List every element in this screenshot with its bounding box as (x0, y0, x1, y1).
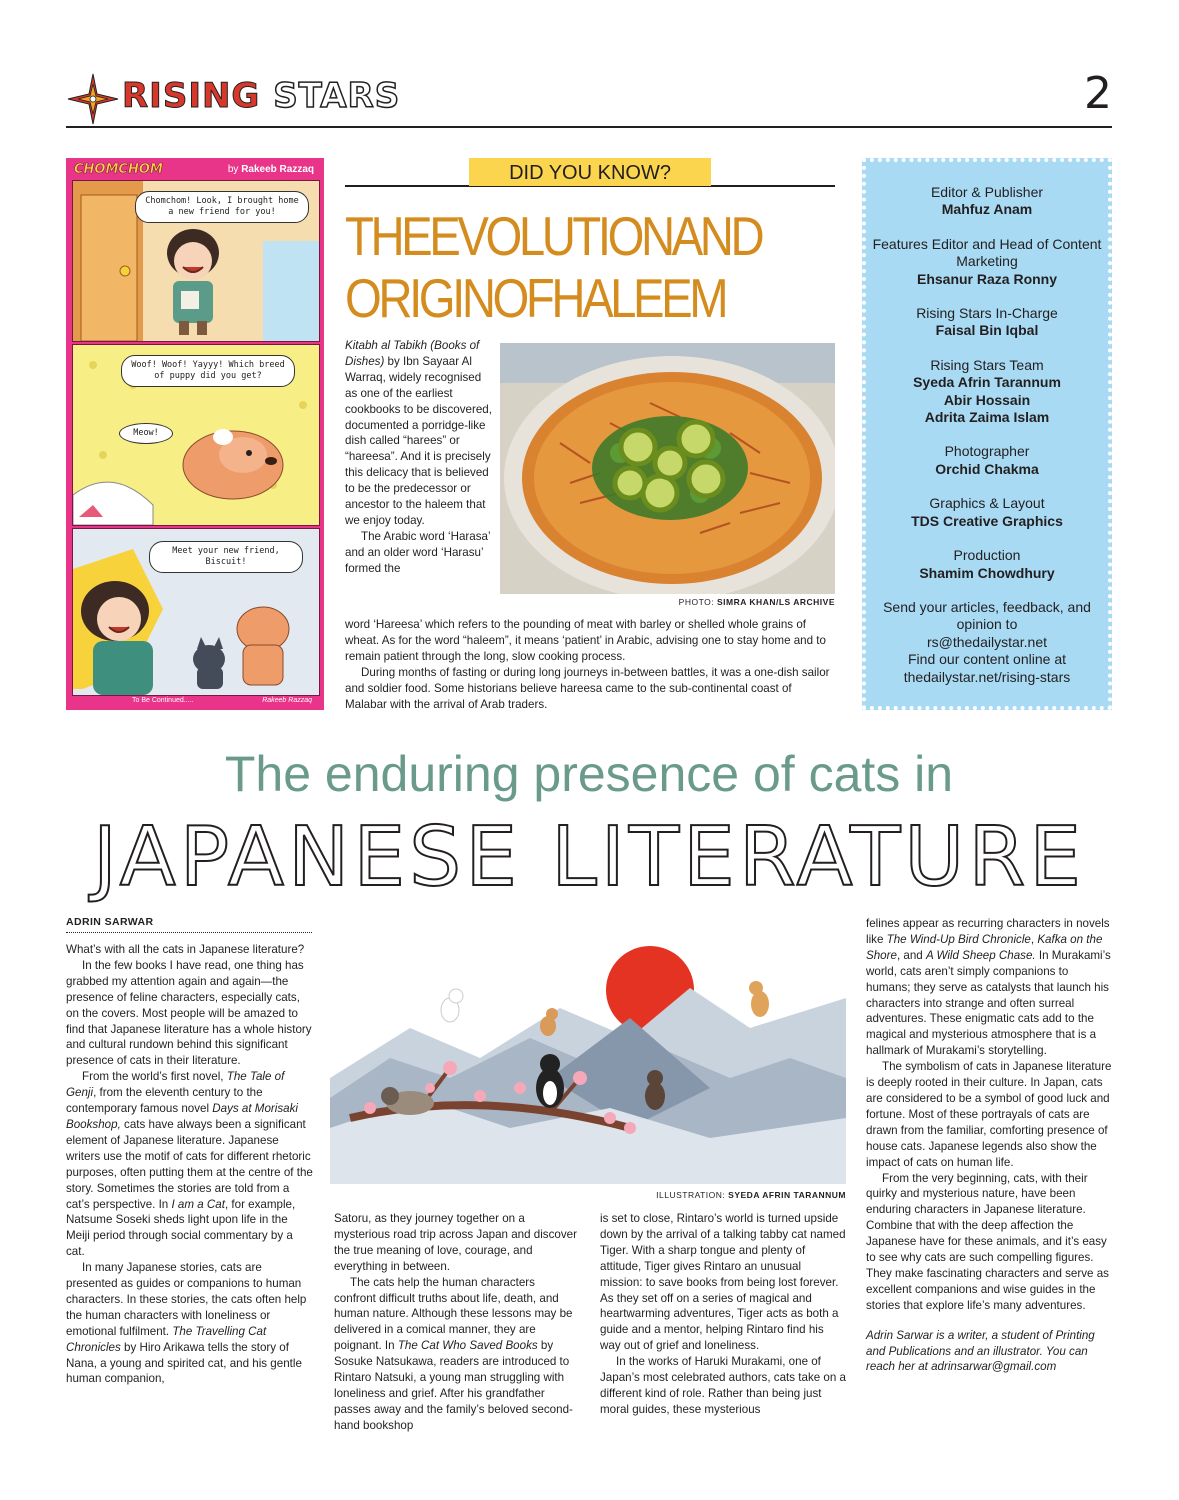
comic-byline (228, 164, 314, 175)
article-paragraph: The symbolism of cats in Japanese literature is deeply rooted in their culture. In Japan, cats are considered to be a symbol of good luck and fortune. Most of these portrayals of cats are drawn from the familiar, comforting presence of house cats. Japanese legends also show the impact of cats on human life. (866, 1060, 1112, 1169)
credit-role: Rising Stars In-Charge (916, 305, 1058, 322)
credits-send-text: Send your articles, feedback, and opinion to (883, 598, 1091, 633)
credit-role: Rising Stars Team (930, 356, 1044, 373)
credit-name: Faisal Bin Iqbal (935, 322, 1039, 339)
comic-author: Rakeeb Razzaq (241, 164, 314, 175)
haleem-headline-line-1: THEEVOLUTIONAND (345, 205, 762, 267)
credit-block (868, 495, 1106, 530)
panel-2-speech-bubble: Woof! Woof! Yayyy! Which breed of puppy did you get? (121, 355, 295, 387)
credit-name: Mahfuz Anam (941, 201, 1033, 218)
credit-name: Abir Hossain (943, 391, 1031, 408)
article-paragraph: What’s with all the cats in Japanese literature? (66, 943, 305, 956)
credits-online-text: Find our content online at (908, 651, 1066, 668)
panel-2-meow-bubble: Meow! (119, 423, 173, 444)
comic-title: CHOMCHOM (74, 162, 163, 177)
credits-email[interactable]: rs@thedailystar.net (926, 633, 1048, 650)
photo-credit-name: SIMRA KHAN/LS ARCHIVE (716, 597, 835, 607)
credit-block (868, 547, 1106, 582)
spacer (866, 1314, 1112, 1328)
credits-contact (868, 599, 1106, 686)
comic-panel-2 (72, 344, 320, 526)
page-number: 2 (1084, 68, 1112, 119)
article-byline: ADRIN SARWAR (66, 916, 312, 933)
haleem-column-wide (345, 617, 835, 712)
article-column-4 (866, 916, 1112, 1375)
haleem-paragraph-3: During months of fasting or during long journeys in-between battles, it was a one-dish sailor and soldier food. Some historians believe hareesa came to the sub-continental coast of Malabar with the arrival of Arab traders. (345, 665, 830, 711)
comic-panel-3 (72, 528, 320, 696)
panel-1-speech-bubble: Chomchom! Look, I brought home a new friend for you! (135, 191, 309, 223)
article-paragraph: The cats help the human characters confront difficult truths about life, death, and human nature. Although these lessons may be delivered in a comical manner, they are poignant. In The Cat Who Saved Books by Sosuke Natsukawa, readers are introduced to Rintaro Natsuki, a young man struggling with loneliness and grief. After his grandfather passes away and the family’s beloved second-hand bookshop (334, 1275, 573, 1432)
book-title: Kitabh al Tabikh (Books of Dishes) (345, 339, 480, 368)
credit-role: Production (953, 547, 1021, 564)
haleem-paragraph-1: Kitabh al Tabikh (Books of Dishes) by Ibn Sayaar Al Warraq, widely recognised as one of the earliest cookbooks to be discovered, documented a porridge-like dish called “harees” or “hareesa”. And it is precisely this delicacy that is believed to be the predecessor or ancestor to the haleem that we enjoy today. (345, 339, 492, 527)
illustration-credit (330, 1190, 846, 1200)
article-paragraph: felines appear as recurring characters in novels like The Wind-Up Bird Chronicle, Kafka on the Shore, and A Wild Sheep Chase. In Murakami’s world, cats aren’t simply companions to humans; they serve as catalysts that launch his characters into strange and often surreal adventures. These enigmatic cats add to the magical and mysterious atmosphere that is a hallmark of Murakami’s storytelling. (866, 917, 1111, 1058)
credit-role: Editor & Publisher (930, 184, 1044, 200)
credit-name: Adrita Zaima Islam (924, 409, 1050, 426)
credit-block (868, 184, 1106, 219)
article-headline-main: JAPANESE LITERATURE (92, 810, 1086, 905)
photo-credit (500, 597, 835, 607)
haleem-paragraph-2-start: The Arabic word ‘Harasa’ and an older word ‘Harasu’ formed the (345, 529, 491, 575)
article-paragraph: In the few books I have read, one thing has grabbed my attention again and again—the presence of feline characters, especially cats, on the covers. Most people will be amazed to find that Japanese literature has a whole history and cultural rundown behind this significant presence of cats in their literature. (66, 958, 312, 1068)
brand-logo (122, 76, 400, 116)
article-paragraph: In many Japanese stories, cats are presented as guides or companions to human characters. In these stories, the cats often help the human characters with loneliness or emotional fulfilment. The Travelling Cat Chronicles by Hiro Arikawa tells the story of Nana, a young and spirited cat, and his gentle human companion, (66, 1261, 307, 1386)
credit-role: Graphics & Layout (929, 495, 1045, 512)
cats-illustration (330, 928, 846, 1184)
comic-footer (72, 696, 318, 708)
brand-word-rising: RISING (122, 76, 261, 116)
article-column-3 (600, 1211, 846, 1418)
author-bio: Adrin Sarwar is a writer, a student of Printing and Publications and an illustrator. You can reach her at adrinsarwar@gmail.com (866, 1328, 1095, 1374)
illustration-credit-name: SYEDA AFRIN TARANNUM (728, 1190, 846, 1200)
did-you-know-label (345, 158, 835, 186)
haleem-photo (500, 343, 835, 594)
brand-word-stars: STARS (273, 76, 401, 116)
credits-website[interactable]: thedailystar.net/rising-stars (903, 668, 1071, 685)
credits-list (868, 184, 1106, 686)
illustration-credit-prefix: ILLUSTRATION: (656, 1190, 726, 1200)
photo-credit-prefix: PHOTO: (678, 597, 715, 607)
comic-signature: Rakeeb Razzaq (262, 697, 312, 704)
haleem-headline (345, 205, 766, 329)
credit-role: Features Editor and Head of Content Marketing (872, 235, 1102, 270)
credit-block (868, 305, 1106, 340)
article-paragraph: From the world’s first novel, The Tale of Genji, from the eleventh century to the contemporary famous novel Days at Morisaki Bookshop, cats have always been a significant element of Japanese literature. Japanese writers use the motif of cats for different rhetoric purposes, often putting them at the centre of the story. Sometimes the stories are told from a cat’s perspective. In I am a Cat, for example, Natsume Soseki sheds light upon life in the Meiji period through social commentary by a cat. (66, 1070, 313, 1259)
panel-3-speech-bubble: Meet your new friend, Biscuit! (149, 541, 303, 573)
article-column-1 (66, 942, 314, 1387)
credit-name: Orchid Chakma (935, 460, 1039, 477)
credit-name: Syeda Afrin Tarannum (913, 374, 1061, 391)
comic-continued: To Be Continued..... (132, 697, 194, 704)
star-compass-icon (66, 72, 120, 126)
credit-block (868, 236, 1106, 288)
haleem-paragraph-2-cont: word ‘Hareesa’ which refers to the pounding of meat with barley or shelled whole grains of wheat. As for the word “haleem”, it means ‘patient’ in Arabic, advising one to stay home and to remain patient through the long, slow cooking process. (345, 618, 826, 663)
credit-name: TDS Creative Graphics (911, 512, 1063, 529)
header-rule (66, 126, 1112, 128)
credit-block (868, 443, 1106, 478)
credit-role: Photographer (944, 443, 1030, 460)
comic-panel-1 (72, 180, 320, 342)
article-headline-sub: The enduring presence of cats in (224, 746, 954, 802)
article-paragraph: From the very beginning, cats, with their quirky and mysterious nature, have been enduring characters in Japanese literature. Combine that with the deep affection the Japanese have for these animals, and it’s easy to see why cats are such compelling figures. They make fascinating characters and serve as excellent companions and wise guides in the stories that explore life’s many adventures. (866, 1171, 1109, 1312)
article-paragraph: In the works of Haruki Murakami, one of Japan’s most celebrated authors, cats take on a different kind of role. Rather than being just moral guides, these mysterious (600, 1355, 846, 1416)
credit-block (868, 357, 1106, 427)
haleem-headline-line-2: ORIGINOFHALEEM (345, 267, 726, 329)
article-paragraph: is set to close, Rintaro’s world is turned upside down by the arrival of a talking tabby cat named Tiger. With a sharp tongue and plenty of attitude, Tiger gives Rintaro an unusual mission: to save books from being lost forever. As they set off on a series of magical and heartwarming adventures, Tiger acts as both a guide and a mentor, helping Rintaro find his way out of grief and loneliness. (600, 1212, 846, 1353)
comic-strip (66, 158, 324, 710)
article-column-2 (334, 1211, 580, 1434)
credit-name: Ehsanur Raza Ronny (916, 270, 1058, 287)
article-paragraph: Satoru, as they journey together on a mysterious road trip across Japan and discover the true meaning of love, courage, and everything in between. (334, 1212, 577, 1273)
haleem-column-narrow (345, 338, 495, 577)
comic-by-prefix: by (227, 164, 239, 175)
credit-name: Shamim Chowdhury (919, 564, 1055, 581)
did-you-know-tag: DID YOU KNOW? (469, 158, 711, 186)
masthead (66, 66, 1112, 136)
